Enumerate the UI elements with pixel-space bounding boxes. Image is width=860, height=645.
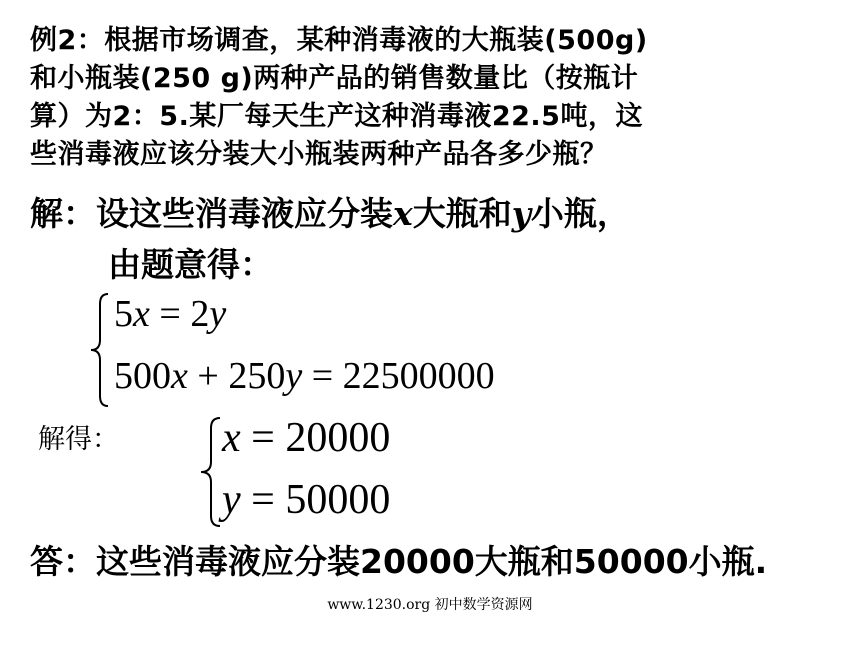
problem-statement	[30, 22, 830, 174]
problem-line: 算）为2：5.某厂每天生产这种消毒液22.5吨，这	[30, 101, 643, 132]
equation-mass: 500x + 250y = 22500000	[114, 355, 495, 397]
footer-watermark: www.1230.org 初中数学资源网	[327, 597, 533, 613]
equation-system-result	[198, 414, 498, 530]
equation-ratio: 5x = 2y	[114, 293, 227, 335]
variable-x: x	[393, 194, 413, 233]
equation-system-given	[88, 290, 568, 410]
final-answer: 答：这些消毒液应分装20000大瓶和50000小瓶.	[30, 542, 768, 581]
left-brace-icon	[198, 414, 222, 530]
solution-setup: 由题意得：	[108, 245, 273, 284]
solution-intro	[30, 192, 630, 236]
solution-y: y = 50000	[222, 477, 391, 523]
solution-x: x = 20000	[222, 415, 391, 461]
left-brace-icon	[88, 290, 110, 410]
problem-line: 些消毒液应该分装大小瓶装两种产品各多少瓶？	[30, 139, 608, 170]
result-label: 解得：	[38, 424, 119, 455]
problem-line: 例2：根据市场调查，某种消毒液的大瓶装(500g)	[30, 25, 648, 56]
solution-intro-prefix: 解：设这些消毒液应分装	[30, 194, 393, 233]
problem-line: 和小瓶装(250 g)两种产品的销售数量比（按瓶计	[30, 63, 639, 94]
variable-y: y	[511, 194, 531, 233]
solution-intro-middle: 大瓶和	[412, 194, 512, 233]
solution-intro-suffix: 小瓶，	[530, 194, 630, 233]
